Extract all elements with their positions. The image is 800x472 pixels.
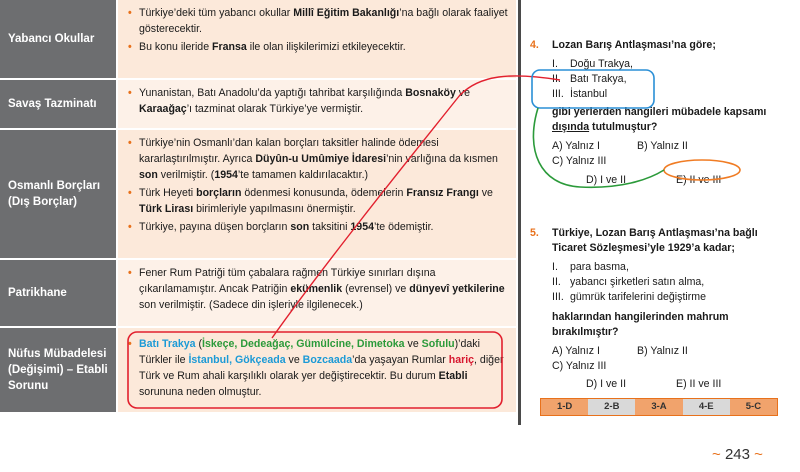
answer-key-item: 2-B xyxy=(588,399,635,415)
choice-d[interactable]: D) I ve II xyxy=(586,378,627,390)
question-title: Lozan Barış Antlaşması’na göre; xyxy=(552,39,716,51)
row-body xyxy=(116,328,516,414)
row-osmanli-borclari xyxy=(0,130,516,260)
choice-c[interactable]: C) Yalnız III xyxy=(552,155,607,167)
row-head: Yabancı Okullar xyxy=(0,0,116,80)
page-number: ~ 243 ~ xyxy=(712,446,763,463)
bullet-item: • Fener Rum Patriği tüm çabalara rağmen Türkiye sınırları dışına çıkarılamamıştır. Ancak Patriğin ekümenlik (evrensel) ve dünyevî yetkilerine son verilmiştir. (Sadece din işleriyle ilgilenecek.) xyxy=(128,265,510,313)
answer-choices xyxy=(530,139,792,169)
choice-a[interactable]: A) Yalnız I xyxy=(552,140,600,152)
bullet-item: • Bu konu ileride Fransa ile olan ilişkilerimizi etkileyecektir. xyxy=(128,39,510,55)
item-1: I. para basma, xyxy=(552,261,629,273)
bullet-item: • Türk Heyeti borçların ödenmesi konusunda, ödemelerin Fransız Frangı ve Türk Lirası birimleriyle yapılmasını önermiştir. xyxy=(128,185,510,217)
row-yabanci-okullar xyxy=(0,0,516,80)
question-stem: gibi yerlerden hangileri mübadele kapsamı dışında tutulmuştur? xyxy=(552,106,767,133)
bullet-item: • Türkiye’nin Osmanlı’dan kalan borçları taksitler halinde ödemesi kararlaştırılmıştır. Ayrıca Düyûn-u Umûmiye İdaresi’nin varlığına da kısmen son verilmiştir. (1954’te tamamen kaldırılacaktır.) xyxy=(128,135,510,183)
question-title: Türkiye, Lozan Barış Antlaşması’na bağlı Ticaret Sözleşmesi’yle 1929’a kadar; xyxy=(552,227,758,254)
bullet-item: • Türkiye, payına düşen borçların son taksitini 1954’te ödemiştir. xyxy=(128,219,510,235)
answer-choices-2 xyxy=(530,377,792,392)
choice-c[interactable]: C) Yalnız III xyxy=(552,360,607,372)
item-2: II. Batı Trakya, xyxy=(552,73,627,85)
choice-b[interactable]: B) Yalnız II xyxy=(637,345,688,357)
row-patrikhane xyxy=(0,260,516,328)
item-1: I. Doğu Trakya, xyxy=(552,58,634,70)
item-2: II. yabancı şirketleri satın alma, xyxy=(552,276,705,288)
question-4 xyxy=(530,38,792,188)
question-stem: haklarından hangilerinden mahrum bırakılmıştır? xyxy=(552,311,729,338)
row-savas-tazminati xyxy=(0,80,516,130)
row-head: Patrikhane xyxy=(0,260,116,328)
choice-d[interactable]: D) I ve II xyxy=(586,174,627,186)
choice-a[interactable]: A) Yalnız I xyxy=(552,345,600,357)
answer-key-item: 4-E xyxy=(683,399,730,415)
bullet-item: • Batı Trakya (İskeçe, Dedeağaç, Gümülcine, Dimetoka ve Sofulu)’daki Türkler ile İstanbul, Gökçeada ve Bozcaada’da yaşayan Rumlar hariç, diğer Türk ve Rum ahali karşılıklı olarak yer değiştirecektir. Bu durum Etabli sorununa neden olmuştur. xyxy=(128,336,510,400)
row-head: Nüfus Mübadelesi (Değişimi) – Etabli Sorunu xyxy=(0,328,116,414)
answer-choices-2 xyxy=(530,173,792,188)
answer-key-item: 1-D xyxy=(556,401,573,412)
row-body xyxy=(116,130,516,260)
row-body xyxy=(116,260,516,328)
choice-e[interactable]: E) II ve III xyxy=(676,174,722,186)
choice-e[interactable]: E) II ve III xyxy=(676,378,722,390)
question-5 xyxy=(530,226,792,392)
answer-choices xyxy=(530,344,792,374)
row-body xyxy=(116,0,516,80)
question-number: 4. xyxy=(530,39,539,51)
bullet-item: • Yunanistan, Batı Anadolu’da yaptığı tahribat karşılığında Bosnaköy ve Karaağaç’ı tazminat olarak Türkiye’ye vermiştir. xyxy=(128,85,510,117)
row-head: Savaş Tazminatı xyxy=(0,80,116,130)
question-number: 5. xyxy=(530,227,539,239)
answer-key-item: 5-C xyxy=(745,401,762,412)
answer-key xyxy=(540,398,778,416)
row-nufus-mubadelesi xyxy=(0,328,516,414)
item-3: III. İstanbul xyxy=(552,88,608,100)
item-3: III. gümrük tarifelerini değiştirme xyxy=(552,291,707,303)
answer-key-item: 3-A xyxy=(651,401,667,412)
choice-b[interactable]: B) Yalnız II xyxy=(637,140,688,152)
row-head: Osmanlı Borçları (Dış Borçlar) xyxy=(0,130,116,260)
row-body xyxy=(116,80,516,130)
bullet-item: • Türkiye’deki tüm yabancı okullar Millî Eğitim Bakanlığı’na bağlı olarak faaliyet gösterecektir. xyxy=(128,5,510,37)
column-divider xyxy=(518,0,521,425)
